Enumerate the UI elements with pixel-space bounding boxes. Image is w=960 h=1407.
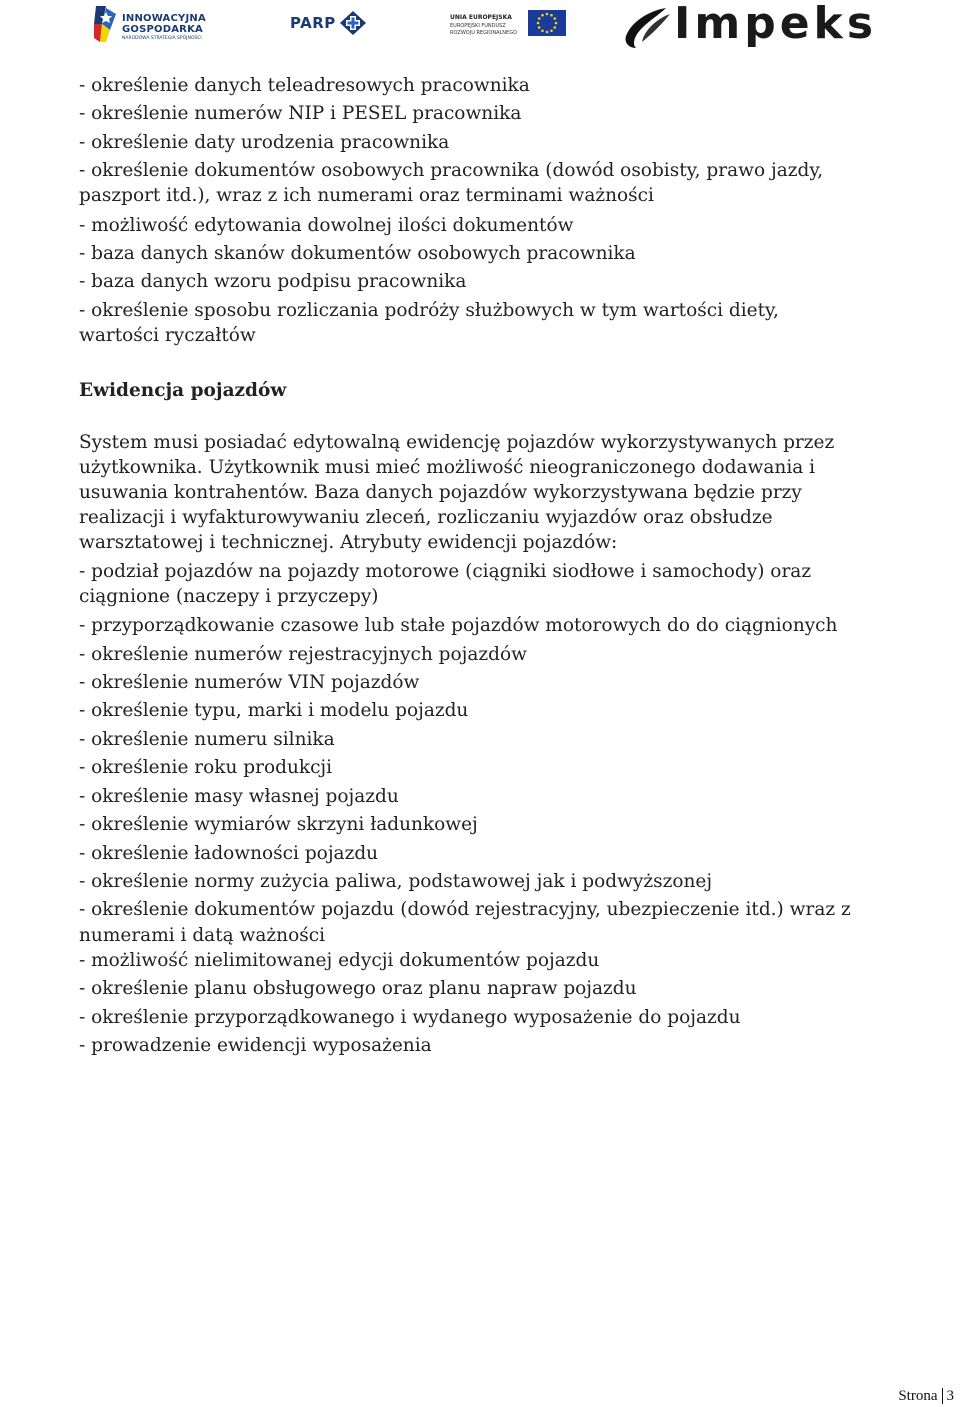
eu-title: UNIA EUROPEJSKA	[450, 14, 512, 21]
list-item: - możliwość edytowania dowolnej ilości dokumentów	[79, 214, 574, 236]
ig-subtitle: NARODOWA STRATEGIA SPÓJNOŚCI	[122, 36, 202, 41]
impeks-logo	[622, 0, 932, 54]
ig-title-line1: INNOWACYJNA	[122, 13, 206, 24]
section-paragraph	[79, 430, 929, 555]
page-label: Strona	[898, 1388, 938, 1404]
list-item: - określenie masy własnej pojazdu	[79, 785, 399, 807]
list-item: - określenie roku produkcji	[79, 757, 333, 779]
section-heading: Ewidencja pojazdów	[79, 380, 287, 402]
list-item: - baza danych wzoru podpisu pracownika	[79, 271, 467, 293]
eu-logo	[450, 10, 568, 40]
list-item: - określenie przyporządkowanego i wydanego wyposażenie do pojazdu	[79, 1006, 741, 1028]
list-item: - określenie sposobu rozliczania podróży służbowych w tym wartości diety,	[79, 299, 779, 321]
list-item-continuation: wartości ryczałtów	[79, 325, 256, 347]
eu-fund-line2: ROZWOJU REGIONALNEGO	[450, 30, 518, 36]
page-header	[0, 0, 960, 60]
ig-flag-icon	[92, 4, 120, 44]
list-item: - określenie danych teleadresowych pracownika	[79, 75, 530, 96]
document-body	[79, 72, 929, 1060]
innowacyjna-gospodarka-logo	[92, 4, 222, 44]
page-footer	[898, 1388, 954, 1405]
list-item: - możliwość nielimitowanej edycji dokumentów pojazdu	[79, 949, 600, 971]
list-item: - określenie numerów VIN pojazdów	[79, 672, 420, 694]
paragraph-line: System musi posiadać edytowalną ewidencję pojazdów wykorzystywanych przez	[79, 432, 835, 454]
list-item: - określenie numerów rejestracyjnych pojazdów	[79, 643, 527, 665]
parp-logo	[290, 8, 370, 38]
ig-title-line2: GOSPODARKA	[122, 24, 203, 35]
employee-attribute-list	[79, 72, 929, 347]
paragraph-line: warsztatowej i technicznej. Atrybuty ewidencji pojazdów:	[79, 532, 618, 554]
list-item: - określenie typu, marki i modelu pojazdu	[79, 700, 469, 722]
list-item: - określenie numerów NIP i PESEL pracownika	[79, 103, 522, 125]
eu-flag-icon	[528, 10, 566, 36]
company-name: Impeks	[674, 0, 878, 49]
list-item: - określenie wymiarów skrzyni ładunkowej	[79, 814, 478, 836]
footer-separator	[942, 1388, 943, 1404]
parp-text: PARP	[290, 14, 336, 32]
list-item: - określenie dokumentów osobowych pracownika (dowód osobisty, prawo jazdy,	[79, 160, 824, 182]
list-item-continuation: paszport itd.), wraz z ich numerami oraz terminami ważności	[79, 184, 654, 206]
impeks-swoosh-icon	[622, 6, 674, 52]
paragraph-line: realizacji i wyfakturowywaniu zleceń, rozliczaniu wyjazdów oraz obsłudze	[79, 507, 773, 529]
parp-emblem-icon	[338, 10, 368, 36]
eu-fund-line1: EUROPEJSKI FUNDUSZ	[450, 23, 506, 29]
paragraph-line: użytkownika. Użytkownik musi mieć możliwość nieograniczonego dodawania i	[79, 457, 816, 479]
list-item: - baza danych skanów dokumentów osobowych pracownika	[79, 243, 636, 265]
list-item-continuation: numerami i datą ważności	[79, 924, 325, 946]
list-item: - prowadzenie ewidencji wyposażenia	[79, 1034, 432, 1056]
vehicle-attribute-list	[79, 559, 929, 1060]
list-item: - określenie planu obsługowego oraz planu napraw pojazdu	[79, 978, 637, 1000]
list-item-continuation: ciągnione (naczepy i przyczepy)	[79, 586, 379, 608]
list-item: - podział pojazdów na pojazdy motorowe (ciągniki siodłowe i samochody) oraz	[79, 561, 812, 583]
list-item: - określenie numeru silnika	[79, 728, 335, 750]
paragraph-line: usuwania kontrahentów. Baza danych pojazdów wykorzystywana będzie przy	[79, 482, 802, 504]
list-item: - przyporządkowanie czasowe lub stałe pojazdów motorowych do do ciągnionych	[79, 615, 838, 637]
list-item: - określenie ładowności pojazdu	[79, 842, 379, 864]
list-item: - określenie daty urodzenia pracownika	[79, 131, 450, 153]
page-number: 3	[946, 1388, 954, 1404]
list-item: - określenie normy zużycia paliwa, podstawowej jak i podwyższonej	[79, 870, 713, 892]
list-item: - określenie dokumentów pojazdu (dowód rejestracyjny, ubezpieczenie itd.) wraz z	[79, 899, 851, 921]
